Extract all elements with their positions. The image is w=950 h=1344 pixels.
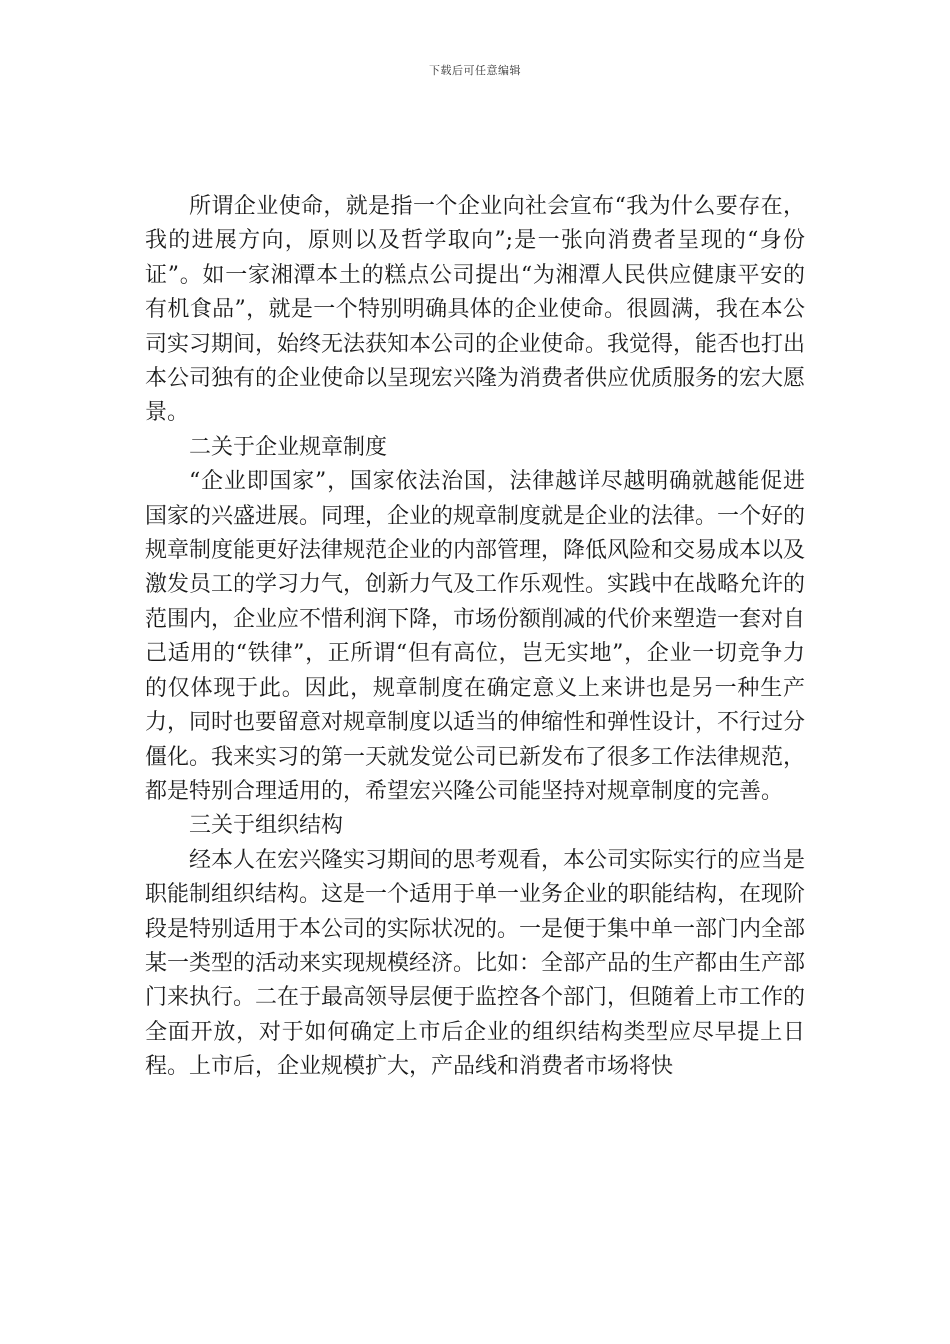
paragraph-organization: 经本人在宏兴隆实习期间的思考观看，本公司实际实行的应当是职能制组织结构。这是一个适用于单一业务企业的职能结构，在现阶段是特别适用于本公司的实际状况的。一是便于集中单一部门内全部某一类型的活动来实现规模经济。比如：全部产品的生产都由生产部门来执行。二在于最高领导层便于监控各个部门，但随着上市工作的全面开放，对于如何确定上市后企业的组织结构类型应尽早提上日程。上市后，企业规模扩大，产品线和消费者市场将快	[145, 847, 806, 1080]
paragraph-regulations: “企业即国家”，国家依法治国，法律越详尽越明确就越能促进国家的兴盛进展。同理，企业的规章制度就是企业的法律。一个好的规章制度能更好法律规范企业的内部管理，降低风险和交易成本以及激发员工的学习力气，创新力气及工作乐观性。实践中在战略允许的范围内，企业应不惜利润下降，市场份额削减的代价来塑造一套对自己适用的“铁律”，正所谓“但有高位，岂无实地”，企业一切竞争力的仅体现于此。因此，规章制度在确定意义上来讲也是另一种生产力，同时也要留意对规章制度以适当的伸缩性和弹性设计，不行过分僵化。我来实习的第一天就发觉公司已新发布了很多工作法律规范，都是特别合理适用的，希望宏兴隆公司能坚持对规章制度的完善。	[145, 469, 806, 804]
page-header-note: 下载后可任意编辑	[429, 64, 521, 77]
paragraph-enterprise-mission: 所谓企业使命，就是指一个企业向社会宣布“我为什么要存在，我的进展方向，原则以及哲学取向”;是一张向消费者呈现的“身份证”。如一家湘潭本土的糕点公司提出“为湘潭人民供应健康平安的有机食品”，就是一个特别明确具体的企业使命。很圆满，我在本公司实习期间，始终无法获知本公司的企业使命。我觉得，能否也打出本公司独有的企业使命以呈现宏兴隆为消费者供应优质服务的宏大愿景。	[145, 194, 806, 426]
section-heading-regulations: 二关于企业规章制度	[189, 434, 388, 460]
section-heading-organization: 三关于组织结构	[189, 813, 344, 839]
document-body	[145, 190, 805, 1085]
